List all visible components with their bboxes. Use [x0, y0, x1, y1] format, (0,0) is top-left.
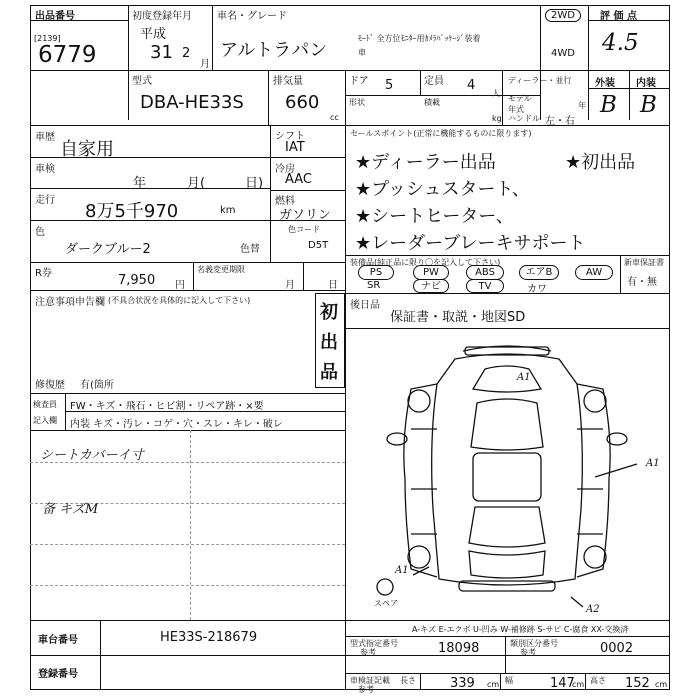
- height-value: 152: [625, 676, 650, 691]
- score-label: 評 価 点: [600, 11, 637, 22]
- chassis-label: 車台番号: [38, 635, 78, 646]
- dealer-label: ディーラー・並行: [508, 76, 572, 85]
- stamp-char-3: 品: [320, 362, 338, 383]
- first-reg-label: 初度登録年月: [132, 11, 192, 22]
- grade-line1: ﾓｰﾄﾞ 全方位ﾓﾆﾀｰ用ｶﾒﾗﾊﾟｯｹｰｼﾞ装着: [358, 34, 481, 43]
- length-unit: cm: [487, 680, 500, 689]
- width-unit: cm: [572, 680, 585, 689]
- car-name-label: 車名・グレード: [217, 11, 287, 22]
- equip-airbag: エアB: [519, 265, 559, 280]
- month: 2: [182, 46, 191, 61]
- equip-aw: AW: [575, 265, 613, 280]
- reg-label: 登録番号: [38, 669, 78, 680]
- displacement-label: 排気量: [273, 76, 303, 87]
- exterior-label: 外装: [595, 78, 615, 89]
- color-code-label: 色コード: [288, 225, 320, 234]
- fuel-label: 燃料: [275, 196, 295, 207]
- sales-point-1: ★ディーラー出品: [355, 152, 496, 173]
- equip-pw: PW: [413, 265, 449, 280]
- exterior-grade: B: [600, 92, 617, 118]
- name-change-day: 日: [328, 280, 338, 291]
- mileage-value: 8万5千970: [85, 201, 179, 222]
- color-value: ダークブルー2: [65, 242, 151, 257]
- damage-mark-front: A1: [517, 372, 531, 383]
- cert-label: 車検証記載: [350, 676, 390, 685]
- damage-mark-rear: A2: [586, 604, 600, 615]
- color-change-label: 色替: [240, 244, 260, 255]
- equip-sr: SR: [367, 280, 381, 291]
- stamp-char-2: 出: [320, 332, 338, 353]
- handle-value: 左・右: [545, 116, 575, 127]
- drive-2wd: 2WD: [545, 9, 581, 22]
- grade-line2: 車: [358, 48, 366, 57]
- capacity: 4: [467, 78, 476, 93]
- recycle-value: 7,950: [118, 273, 156, 288]
- shift-label: シフト: [275, 131, 305, 142]
- lot-label: 出品番号: [35, 11, 75, 22]
- handle-label: ハンドル: [508, 114, 540, 123]
- name-change-month: 月: [285, 280, 295, 291]
- equipment-label: 装備品(純正品に限り〇を記入して下さい): [350, 258, 501, 267]
- ac-label: 冷房: [275, 164, 295, 175]
- doors: 5: [385, 78, 394, 93]
- doors-label: ドア: [349, 76, 369, 87]
- sales-point-2: ★初出品: [565, 152, 636, 173]
- mileage-label: 走行: [35, 195, 55, 206]
- inspection-day-unit: 日): [245, 176, 264, 191]
- kg-unit: kg: [492, 114, 502, 123]
- inspector-interior-line: 内装 キズ・汚レ・コゲ・穴・スレ・キレ・破レ: [70, 419, 283, 430]
- cc-unit: cc: [330, 113, 339, 122]
- shape-label: 形状: [349, 98, 365, 107]
- car-damage-diagram: [345, 329, 670, 620]
- equip-ps: PS: [358, 265, 394, 280]
- model-label: 型式: [132, 76, 152, 87]
- model-year-label: モデル 年式: [508, 94, 532, 114]
- category-sub: 参考: [520, 648, 536, 657]
- capacity-label: 定員: [424, 76, 444, 87]
- length-label: 長さ: [400, 676, 416, 685]
- handwritten-note-2: 备 キズM: [42, 502, 99, 517]
- inspection-month-unit: 月(: [187, 176, 206, 191]
- equip-leather: カワ: [527, 284, 547, 295]
- height-label: 高さ: [590, 676, 606, 685]
- width-value: 147: [550, 676, 575, 691]
- type-designation-label: 型式指定番号: [350, 639, 398, 648]
- model: DBA-HE33S: [140, 92, 244, 113]
- lot-sub: [2139]: [34, 34, 61, 43]
- handwritten-note-1: シートカバーイ寸: [40, 448, 144, 463]
- score-value: 4.5: [602, 30, 639, 56]
- capacity-unit: 人: [492, 89, 500, 98]
- notes-sub: (不具合状況を具体的に記入して下さい): [108, 296, 251, 305]
- equip-navi: ナビ: [413, 279, 449, 293]
- lot-number: 6779: [38, 42, 97, 68]
- drive-4wd: 4WD: [551, 48, 575, 59]
- chassis-value: HE33S-218679: [160, 630, 258, 645]
- equip-abs: ABS: [466, 265, 504, 280]
- history-value: 自家用: [60, 139, 114, 160]
- spare-label: スペア: [374, 599, 398, 608]
- width-label: 幅: [505, 676, 513, 685]
- inspection-year-unit: 年: [133, 176, 147, 191]
- color-code-value: D5T: [308, 240, 329, 251]
- car-name: アルトラパン: [220, 40, 328, 61]
- mileage-unit: km: [220, 205, 236, 216]
- sales-point-3: ★プッシュスタート、: [355, 179, 530, 200]
- interior-grade: B: [640, 92, 657, 118]
- shift-value: IAT: [285, 140, 305, 155]
- sales-point-5: ★レーダーブレーキサポート: [355, 233, 586, 254]
- recycle-unit: 円: [175, 280, 185, 291]
- ac-value: AAC: [285, 172, 312, 187]
- year: 31: [150, 42, 173, 63]
- notes-label: 注意事項申告欄: [35, 297, 105, 308]
- inspector-label-2: 記入欄: [33, 416, 57, 425]
- inspector-label-1: 検査員: [33, 400, 57, 409]
- fuel-value: ガソリン: [279, 208, 332, 223]
- history-label: 車歴: [35, 132, 55, 143]
- sales-point-4: ★シートヒーター、: [355, 206, 514, 227]
- repair-label: 修復歴: [35, 380, 65, 391]
- month-unit: 月: [200, 59, 210, 70]
- later-label: 後日品: [350, 300, 380, 311]
- repair-value: 有(箇所: [80, 380, 114, 391]
- type-designation-sub: 参考: [360, 648, 376, 657]
- recycle-label: R券: [35, 268, 52, 279]
- equip-tv: TV: [466, 279, 504, 293]
- later-value: 保証書・取説・地図SD: [390, 310, 526, 325]
- name-change-label: 名義変更期限: [197, 265, 245, 274]
- era: 平成: [140, 27, 167, 42]
- legend-text: A-キズ E-エクボ U-凹み W-補修跡 S-サビ C-腐食 XX-交換済: [412, 625, 629, 634]
- warranty-label: 新車保証書: [624, 258, 664, 267]
- interior-label: 内装: [636, 78, 656, 89]
- type-designation-value: 18098: [438, 641, 480, 656]
- damage-mark-left-rear: A1: [395, 565, 409, 576]
- displacement: 660: [285, 92, 320, 113]
- year-unit: 年: [578, 101, 586, 110]
- load-label: 積載: [424, 98, 440, 107]
- sales-points-label: セールスポイント(正常に機能するものに限ります): [350, 129, 532, 138]
- inspection-label: 車検: [35, 164, 55, 175]
- inspector-fw-line: FW・キズ・飛石・ヒビ割・リペア跡・×要: [70, 401, 264, 412]
- damage-mark-right: A1: [646, 458, 660, 469]
- stamp-char-1: 初: [320, 302, 338, 323]
- category-value: 0002: [600, 641, 634, 656]
- category-label: 類別区分番号: [510, 639, 558, 648]
- height-unit: cm: [655, 680, 668, 689]
- cert-sub: 参考: [358, 685, 374, 694]
- warranty-value: 有・無: [627, 277, 657, 288]
- color-label: 色: [35, 227, 45, 238]
- length-value: 339: [450, 676, 475, 691]
